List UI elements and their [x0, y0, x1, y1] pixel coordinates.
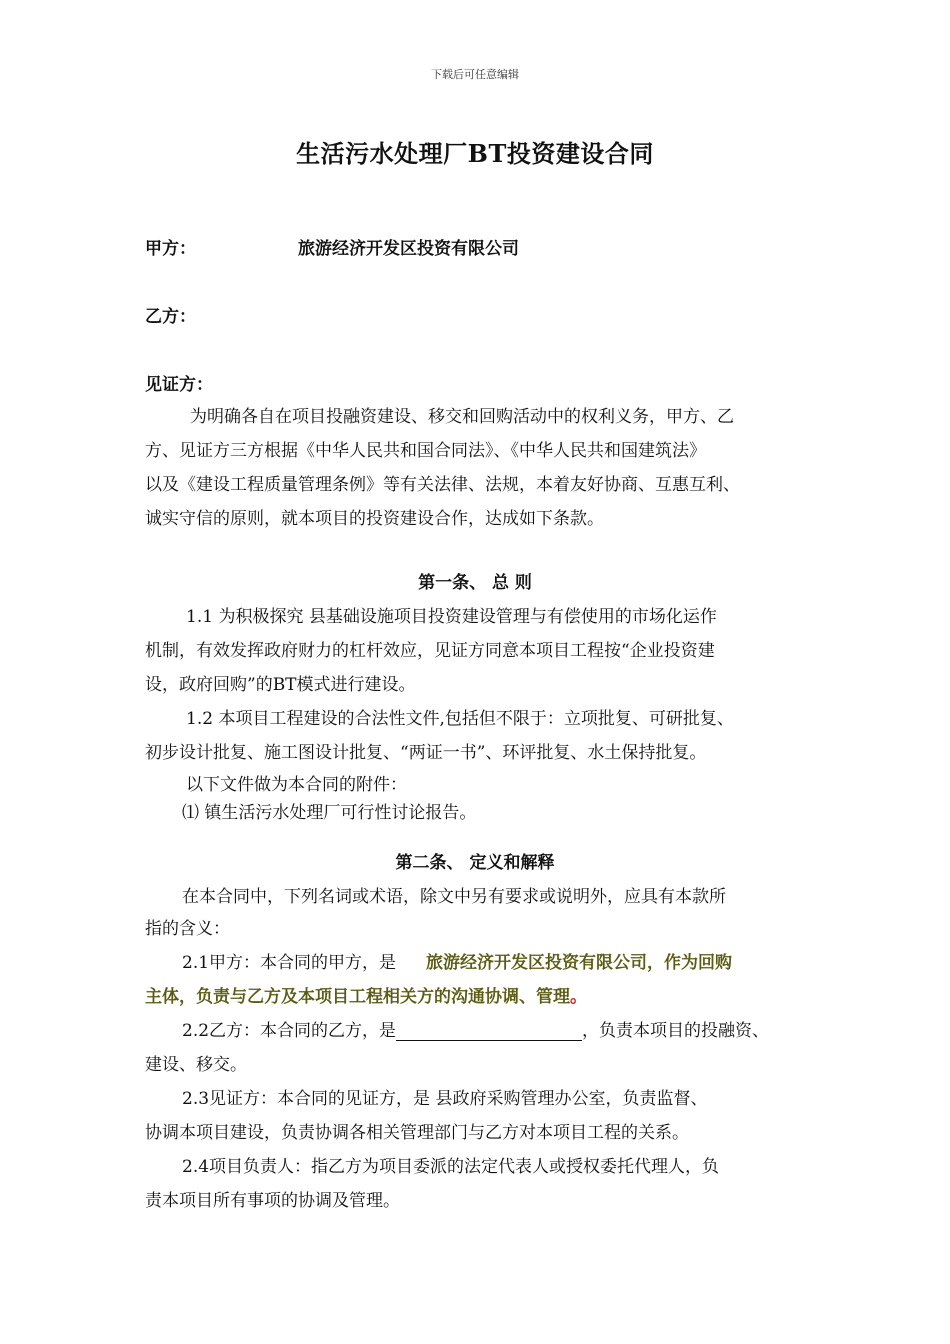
- article-2-heading: 第二条、 定义和解释: [395, 853, 555, 873]
- party-b-label: 乙方：: [145, 307, 196, 327]
- article-1-line: 1.1 为积极探究 县基础设施项目投资建设管理与有偿使用的市场化运作: [186, 607, 717, 627]
- preamble-line: 以及《建设工程质量管理条例》等有关法律、法规，本着友好协商、互惠互利、: [145, 475, 740, 495]
- item-2-4-line-1: 2.4项目负责人：指乙方为项目委派的法定代表人或授权委托代理人，负: [182, 1157, 720, 1177]
- item-2-2-suffix: ，负责本项目的投融资、: [582, 1021, 770, 1041]
- document-title: 生活污水处理厂BT投资建设合同: [296, 139, 654, 168]
- item-2-1-highlight: 旅游经济开发区投资有限公司，作为回购: [426, 953, 733, 973]
- item-2-3-line-2: 协调本项目建设，负责协调各相关管理部门与乙方对本项目工程的关系。: [145, 1123, 689, 1143]
- article-1-line: 初步设计批复、施工图设计批复、“两证一书”、环评批复、水土保持批复。: [145, 743, 707, 763]
- party-a-value: 旅游经济开发区投资有限公司: [298, 239, 519, 259]
- article-2-intro: 在本合同中，下列名词或术语，除文中另有要求或说明外，应具有本款所: [182, 887, 726, 907]
- article-1-line: 机制，有效发挥政府财力的杠杆效应，见证方同意本项目工程按“企业投资建: [145, 641, 715, 661]
- item-2-1-line-1: [182, 948, 862, 973]
- witness-label: 见证方：: [145, 375, 213, 395]
- item-2-1-prefix: 2.1甲方：本合同的甲方，是: [182, 953, 397, 973]
- item-2-1-line-2: [145, 982, 825, 1007]
- preamble-line: 诚实守信的原则，就本项目的投资建设合作，达成如下条款。: [145, 509, 604, 529]
- article-1-line: 1.2 本项目工程建设的合法性文件,包括但不限于：立项批复、可研批复、: [186, 709, 734, 729]
- party-a-row: [145, 234, 519, 259]
- article-2-intro: 指的含义：: [145, 919, 230, 939]
- article-1-heading: 第一条、 总 则: [418, 573, 532, 593]
- article-1-line: 设，政府回购”的BT模式进行建设。: [145, 675, 416, 695]
- item-2-3-line-1: 2.3见证方：本合同的见证方，是 县政府采购管理办公室，负责监督、: [182, 1089, 708, 1109]
- item-2-1-highlight: 主体，负责与乙方及本项目工程相关方的沟通协调、管理: [145, 987, 570, 1007]
- article-1-line: ⑴ 镇生活污水处理厂可行性讨论报告。: [182, 803, 477, 823]
- item-2-2-line-1: [182, 1016, 862, 1041]
- item-2-4-line-2: 责本项目所有事项的协调及管理。: [145, 1191, 400, 1211]
- preamble-line: 方、见证方三方根据《中华人民共和国合同法》、《中华人民共和国建筑法》: [145, 441, 706, 461]
- item-2-1-end-mark: 。: [570, 987, 587, 1007]
- party-a-label: 甲方：: [145, 239, 196, 259]
- article-1-line: 以下文件做为本合同的附件：: [186, 775, 407, 795]
- item-2-2-line-2: 建设、移交。: [145, 1055, 247, 1075]
- party-b-row: [145, 302, 196, 327]
- header-note: 下载后可任意编辑: [431, 68, 519, 81]
- party-b-blank-field[interactable]: [396, 1022, 582, 1041]
- item-2-2-prefix: 2.2乙方：本合同的乙方，是: [182, 1021, 397, 1041]
- preamble-line: 为明确各自在项目投融资建设、移交和回购活动中的权利义务，甲方、乙: [190, 407, 734, 427]
- witness-row: [145, 370, 213, 395]
